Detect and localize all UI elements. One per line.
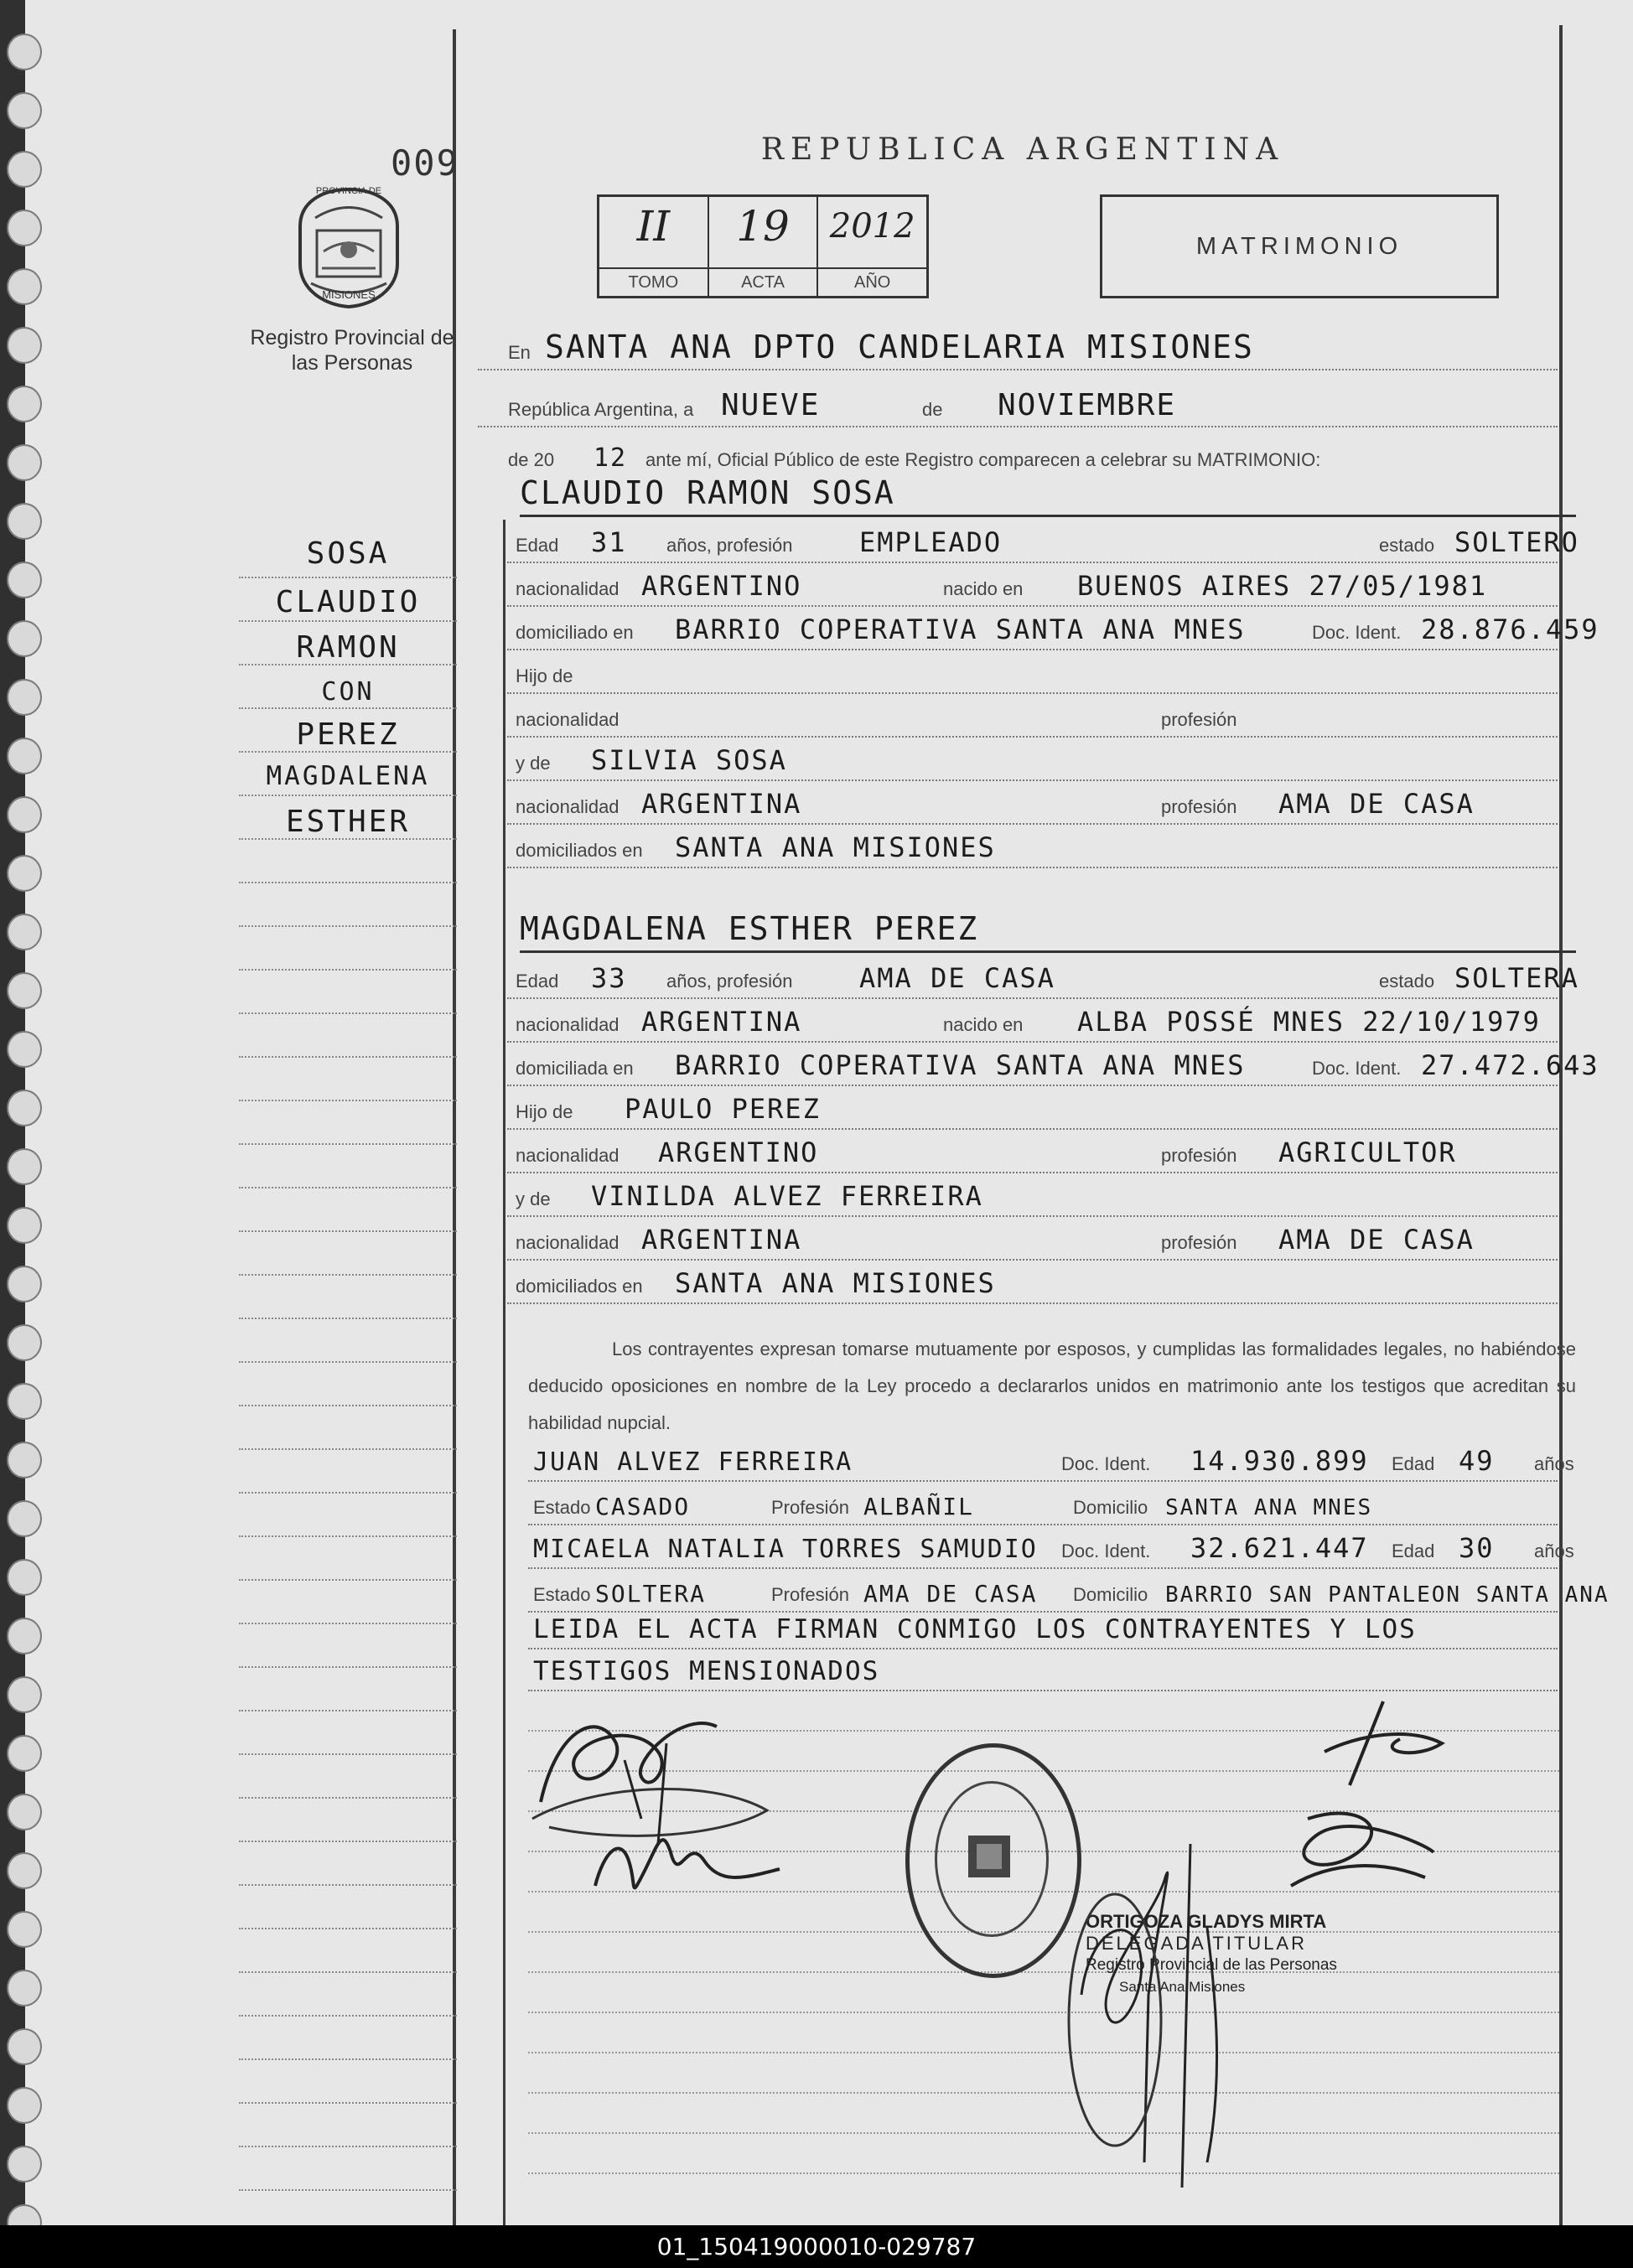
binding-hole [7, 1148, 42, 1185]
witness-name: JUAN ALVEZ FERREIRA [533, 1447, 853, 1477]
witness-domicilio-label: Domicilio [1073, 1584, 1148, 1605]
groom-row-5 [507, 696, 1558, 738]
margin-ruled-line [239, 925, 457, 927]
margin-ruled-line [239, 1230, 457, 1232]
official-place: Santa Ana Misiones [1119, 1979, 1246, 1995]
bride-padre-prof-label: profesión [1161, 1145, 1237, 1166]
margin-ruled-line [239, 882, 457, 883]
bride-padre: PAULO PEREZ [625, 1093, 821, 1125]
bride-name-line [520, 905, 1576, 953]
acta-value: 19 [736, 202, 790, 251]
margin-ruled-line [239, 2146, 457, 2147]
margin-ruled-line [239, 2102, 457, 2104]
groom-row-2 [507, 565, 1558, 607]
binding-hole [7, 327, 42, 364]
year-suffix: 12 [594, 443, 628, 473]
margin-ruled-line [239, 1666, 457, 1668]
bride-estado-label: estado [1379, 971, 1435, 992]
body-ruled-line [528, 2172, 1559, 2174]
margin-ruled-line [239, 1884, 457, 1886]
official-title: DELEGADA TITULAR [1086, 1933, 1307, 1954]
binding-hole [7, 1207, 42, 1244]
bride-row-2 [507, 1001, 1558, 1043]
folio-number: 009 [391, 142, 459, 184]
binding-hole [7, 1852, 42, 1889]
binding-hole [7, 1794, 42, 1830]
witness-profesion: ALBAÑIL [863, 1493, 975, 1520]
groom-madre-nac: ARGENTINA [641, 788, 802, 820]
witness-edad-label: Edad [1392, 1540, 1435, 1561]
registry-name: Registro Provincial de las Personas [250, 326, 454, 375]
groom-domicilio-label: domiciliado en [516, 622, 634, 643]
acta-label: ACTA [709, 267, 817, 296]
binding-hole [7, 855, 42, 892]
margin-ruled-line [239, 620, 457, 622]
bride-row-1 [507, 957, 1579, 999]
margin-ruled-line [239, 1623, 457, 1624]
margin-ruled-line [239, 1143, 457, 1145]
binding-hole [7, 1031, 42, 1068]
bride-madre: VINILDA ALVEZ FERREIRA [591, 1180, 983, 1212]
witness-edad: 30 [1459, 1532, 1495, 1564]
groom-madre-prof: AMA DE CASA [1278, 788, 1475, 820]
closing-text-2: TESTIGOS MENSIONADOS [533, 1656, 880, 1686]
binding-hole [7, 1442, 42, 1478]
month-value: NOVIEMBRE [998, 388, 1177, 422]
witness-doc-label: Doc. Ident. [1061, 1453, 1151, 1474]
witness-profesion: AMA DE CASA [863, 1580, 1038, 1608]
closing-line-1 [528, 1608, 1558, 1649]
groom-row-6 [507, 739, 1558, 781]
margin-ruled-line [239, 969, 457, 971]
document-id: 01_150419000010-029787 [656, 2233, 977, 2260]
groom-padre-nac-label: nacionalidad [516, 709, 620, 730]
record-reference-box [597, 194, 929, 298]
bride-madre-prof: AMA DE CASA [1278, 1224, 1475, 1256]
witness-doc: 32.621.447 [1190, 1532, 1369, 1564]
groom-estado-label: estado [1379, 535, 1435, 556]
groom-doc-label: Doc. Ident. [1312, 622, 1402, 643]
place-line [478, 329, 1558, 370]
binding-hole [7, 1383, 42, 1420]
right-border [1559, 25, 1563, 2225]
margin-ruled-line [239, 1187, 457, 1188]
binding-hole [7, 1324, 42, 1361]
bride-nacionalidad: ARGENTINA [641, 1006, 802, 1038]
binding-hole [7, 386, 42, 422]
groom-hijo-label: Hijo de [516, 665, 573, 686]
witness-profesion-label: Profesión [771, 1584, 849, 1605]
witness-domicilio-label: Domicilio [1073, 1497, 1148, 1518]
bride-nacionalidad-label: nacionalidad [516, 1014, 620, 1035]
bride-edad-label: Edad [516, 971, 559, 992]
document-id-bar [0, 2225, 1633, 2268]
groom-nacido-label: nacido en [943, 578, 1024, 599]
groom-nacido: BUENOS AIRES 27/05/1981 [1077, 570, 1488, 602]
signature-bride-icon [578, 1802, 796, 1911]
binding-hole [7, 444, 42, 481]
bride-padre-prof: AGRICULTOR [1278, 1137, 1457, 1168]
seal-text-bottom: MISIONES [322, 288, 376, 301]
groom-row-8 [507, 826, 1558, 868]
bride-madre-prof-label: profesión [1161, 1232, 1237, 1253]
margin-ruled-line [239, 1012, 457, 1014]
margin-name-line: PEREZ [296, 717, 400, 752]
groom-padres-dom-label: domiciliados en [516, 840, 643, 861]
bride-row-7 [507, 1219, 1558, 1261]
tomo-label: TOMO [599, 267, 708, 296]
binding-hole [7, 620, 42, 657]
margin-ruled-line [239, 664, 457, 665]
witness-row-b [528, 1484, 1558, 1525]
bride-hijo-label: Hijo de [516, 1101, 573, 1122]
binding-hole [7, 503, 42, 540]
groom-profesion-label: años, profesión [666, 535, 793, 556]
margin-ruled-line [239, 1361, 457, 1363]
stamp-shield-icon [956, 1823, 1023, 1890]
binding-hole [7, 92, 42, 129]
bride-profesion: AMA DE CASA [859, 962, 1055, 994]
binding-hole [7, 268, 42, 305]
binding-hole [7, 1090, 42, 1126]
binding-hole [7, 1911, 42, 1948]
bride-madre-nac: ARGENTINA [641, 1224, 802, 1256]
binding-hole [7, 2087, 42, 2124]
binding-hole [7, 1676, 42, 1713]
margin-name-line: CON [321, 677, 375, 707]
witness-estado-label: Estado [533, 1497, 591, 1518]
bride-profesion-label: años, profesión [666, 971, 793, 992]
bride-padre-nac: ARGENTINO [658, 1137, 819, 1168]
margin-ruled-line [239, 1753, 457, 1755]
witness-profesion-label: Profesión [771, 1497, 849, 1518]
republica-label: República Argentina, a [508, 399, 694, 420]
signature-official-icon [1065, 1827, 1283, 2196]
tomo-value: II [636, 202, 671, 251]
groom-madre-nac-label: nacionalidad [516, 796, 620, 817]
bride-nacido: ALBA POSSÉ MNES 22/10/1979 [1077, 1006, 1541, 1038]
body-ruled-line [528, 1971, 1559, 1973]
tomo-cell [599, 197, 709, 296]
margin-name-line: MAGDALENA [266, 761, 430, 791]
country-heading: REPUBLICA ARGENTINA [760, 132, 1285, 167]
binding-hole [7, 679, 42, 716]
binding-hole [7, 2146, 42, 2183]
body-left-border [503, 520, 505, 2225]
binding-hole [7, 738, 42, 774]
margin-ruled-line [239, 795, 457, 796]
margin-ruled-line [239, 1318, 457, 1319]
body-ruled-line [528, 2012, 1559, 2013]
witness-estado: SOLTERA [595, 1580, 707, 1608]
anio-label: AÑO [818, 267, 926, 296]
witness-anios-label: años [1534, 1540, 1574, 1561]
margin-ruled-line [239, 1710, 457, 1711]
bride-row-8 [507, 1262, 1558, 1304]
bride-domicilio-label: domiciliada en [516, 1058, 634, 1079]
bride-domicilio: BARRIO COPERATIVA SANTA ANA MNES [675, 1049, 1246, 1081]
groom-nacionalidad-label: nacionalidad [516, 578, 620, 599]
declaration-text: Los contrayentes expresan tomarse mutuamente por esposos, y cumplidas las formalidades legales, no habiéndose deducido oposiciones en nombre de la Ley procedo a declararlos unidos en matrimonio ante los testigos que acreditan su habilidad nupcial. [528, 1339, 1576, 1433]
groom-yde-label: y de [516, 753, 551, 774]
closing-text-1: LEIDA EL ACTA FIRMAN CONMIGO LOS CONTRAYENTES Y LOS [533, 1614, 1417, 1644]
witness-edad-label: Edad [1392, 1453, 1435, 1474]
bride-yde-label: y de [516, 1188, 551, 1209]
margin-name-line: RAMON [296, 630, 400, 665]
closing-line-2 [528, 1649, 1558, 1691]
witness-row-b [528, 1571, 1610, 1613]
groom-estado: SOLTERO [1454, 526, 1579, 558]
en-label: En [508, 342, 531, 363]
margin-ruled-line [239, 1841, 457, 1842]
witness-estado: CASADO [595, 1493, 691, 1520]
date-line [478, 386, 1558, 427]
witness-domicilio: BARRIO SAN PANTALEON SANTA ANA [1165, 1582, 1610, 1608]
ante-text: ante mí, Oficial Público de este Registro comparecen a celebrar su MATRIMONIO: [645, 449, 1321, 470]
margin-ruled-line [239, 1274, 457, 1276]
witness-doc: 14.930.899 [1190, 1445, 1369, 1477]
margin-ruled-line [239, 1579, 457, 1581]
margin-name-line: SOSA [306, 536, 390, 571]
margin-ruled-line [239, 1971, 457, 1973]
bride-row-6 [507, 1175, 1558, 1217]
binding-hole [7, 1970, 42, 2007]
margin-ruled-line [239, 1100, 457, 1101]
margin-ruled-line [239, 1448, 457, 1450]
witness-domicilio: SANTA ANA MNES [1165, 1495, 1373, 1520]
body-ruled-line [528, 2052, 1559, 2053]
bride-madre-nac-label: nacionalidad [516, 1232, 620, 1253]
binding-hole [7, 34, 42, 70]
margin-ruled-line [239, 2189, 457, 2191]
signature-witness2-icon [1257, 1802, 1450, 1928]
body-ruled-line [528, 2132, 1559, 2134]
bride-padre-nac-label: nacionalidad [516, 1145, 620, 1166]
bride-nacido-label: nacido en [943, 1014, 1024, 1035]
groom-domicilio: BARRIO COPERATIVA SANTA ANA MNES [675, 614, 1246, 645]
body-ruled-line [528, 2092, 1559, 2094]
margin-ruled-line [239, 707, 457, 709]
groom-row-4 [507, 652, 1558, 694]
groom-full-name: CLAUDIO RAMON SOSA [520, 474, 895, 511]
bride-doc-label: Doc. Ident. [1312, 1058, 1402, 1079]
anio-cell [818, 197, 926, 296]
document-page [25, 0, 1633, 2225]
witness-name: MICAELA NATALIA TORRES SAMUDIO [533, 1535, 1038, 1564]
acta-cell [709, 197, 819, 296]
binding-hole [7, 1266, 42, 1302]
groom-nacionalidad: ARGENTINO [641, 570, 802, 602]
groom-profesion: EMPLEADO [859, 526, 1003, 558]
bride-estado: SOLTERA [1454, 962, 1579, 994]
place-value: SANTA ANA DPTO CANDELARIA MISIONES [545, 329, 1254, 365]
year-prefix: de 20 [508, 449, 555, 470]
margin-ruled-line [239, 838, 457, 840]
witness-estado-label: Estado [533, 1584, 591, 1605]
signature-witness1-icon [1274, 1693, 1467, 1794]
groom-padre-prof-label: profesión [1161, 709, 1237, 730]
binding-hole [7, 972, 42, 1009]
margin-ruled-line [239, 1928, 457, 1929]
binding-hole [7, 562, 42, 598]
bride-doc: 27.472.643 [1421, 1049, 1599, 1081]
witness-anios-label: años [1534, 1453, 1574, 1474]
margin-ruled-line [239, 577, 457, 578]
witness-doc-label: Doc. Ident. [1061, 1540, 1151, 1561]
groom-edad: 31 [591, 526, 627, 558]
margin-ruled-line [239, 1405, 457, 1406]
margin-ruled-line [239, 751, 457, 753]
margin-ruled-line [239, 1797, 457, 1799]
binding-hole [7, 210, 42, 246]
bride-edad: 33 [591, 962, 627, 994]
groom-row-1 [507, 521, 1579, 563]
groom-name-line [520, 469, 1576, 517]
witness-row-a [528, 1440, 1574, 1482]
bride-padres-dom: SANTA ANA MISIONES [675, 1267, 996, 1299]
bride-row-4 [507, 1088, 1558, 1130]
seal-text-top: PROVINCIA DE [315, 186, 382, 196]
anio-value: 2012 [829, 207, 915, 246]
groom-row-7 [507, 783, 1558, 825]
groom-madre-prof-label: profesión [1161, 796, 1237, 817]
margin-ruled-line [239, 2015, 457, 2017]
bride-padres-dom-label: domiciliados en [516, 1276, 643, 1297]
binding-hole [7, 914, 42, 950]
binding-hole [7, 151, 42, 188]
binding-hole [7, 2028, 42, 2065]
margin-name-line: CLAUDIO [275, 585, 421, 619]
margin-ruled-line [239, 1056, 457, 1058]
binding-hole [7, 1559, 42, 1596]
day-value: NUEVE [721, 388, 821, 422]
de-label: de [922, 399, 943, 420]
groom-madre: SILVIA SOSA [591, 744, 787, 776]
groom-row-3 [507, 608, 1599, 650]
record-type-box: MATRIMONIO [1100, 194, 1499, 298]
groom-doc: 28.876.459 [1421, 614, 1599, 645]
margin-ruled-line [239, 1492, 457, 1494]
groom-padres-dom: SANTA ANA MISIONES [675, 831, 996, 863]
bride-row-5 [507, 1131, 1558, 1173]
bride-full-name: MAGDALENA ESTHER PEREZ [520, 910, 979, 947]
margin-name-line: ESTHER [285, 805, 411, 839]
binding-hole [7, 1735, 42, 1772]
binding-hole [7, 1500, 42, 1537]
groom-edad-label: Edad [516, 535, 559, 556]
margin-ruled-line [239, 2058, 457, 2060]
official-name: ORTIGOZA GLADYS MIRTA [1086, 1911, 1327, 1932]
binding-hole [7, 1618, 42, 1654]
bride-row-3 [507, 1044, 1599, 1086]
official-org: Registro Provincial de las Personas [1086, 1956, 1337, 1974]
witness-row-a [528, 1527, 1574, 1569]
binding-hole [7, 796, 42, 833]
margin-ruled-line [239, 1535, 457, 1537]
witness-edad: 49 [1459, 1445, 1495, 1477]
